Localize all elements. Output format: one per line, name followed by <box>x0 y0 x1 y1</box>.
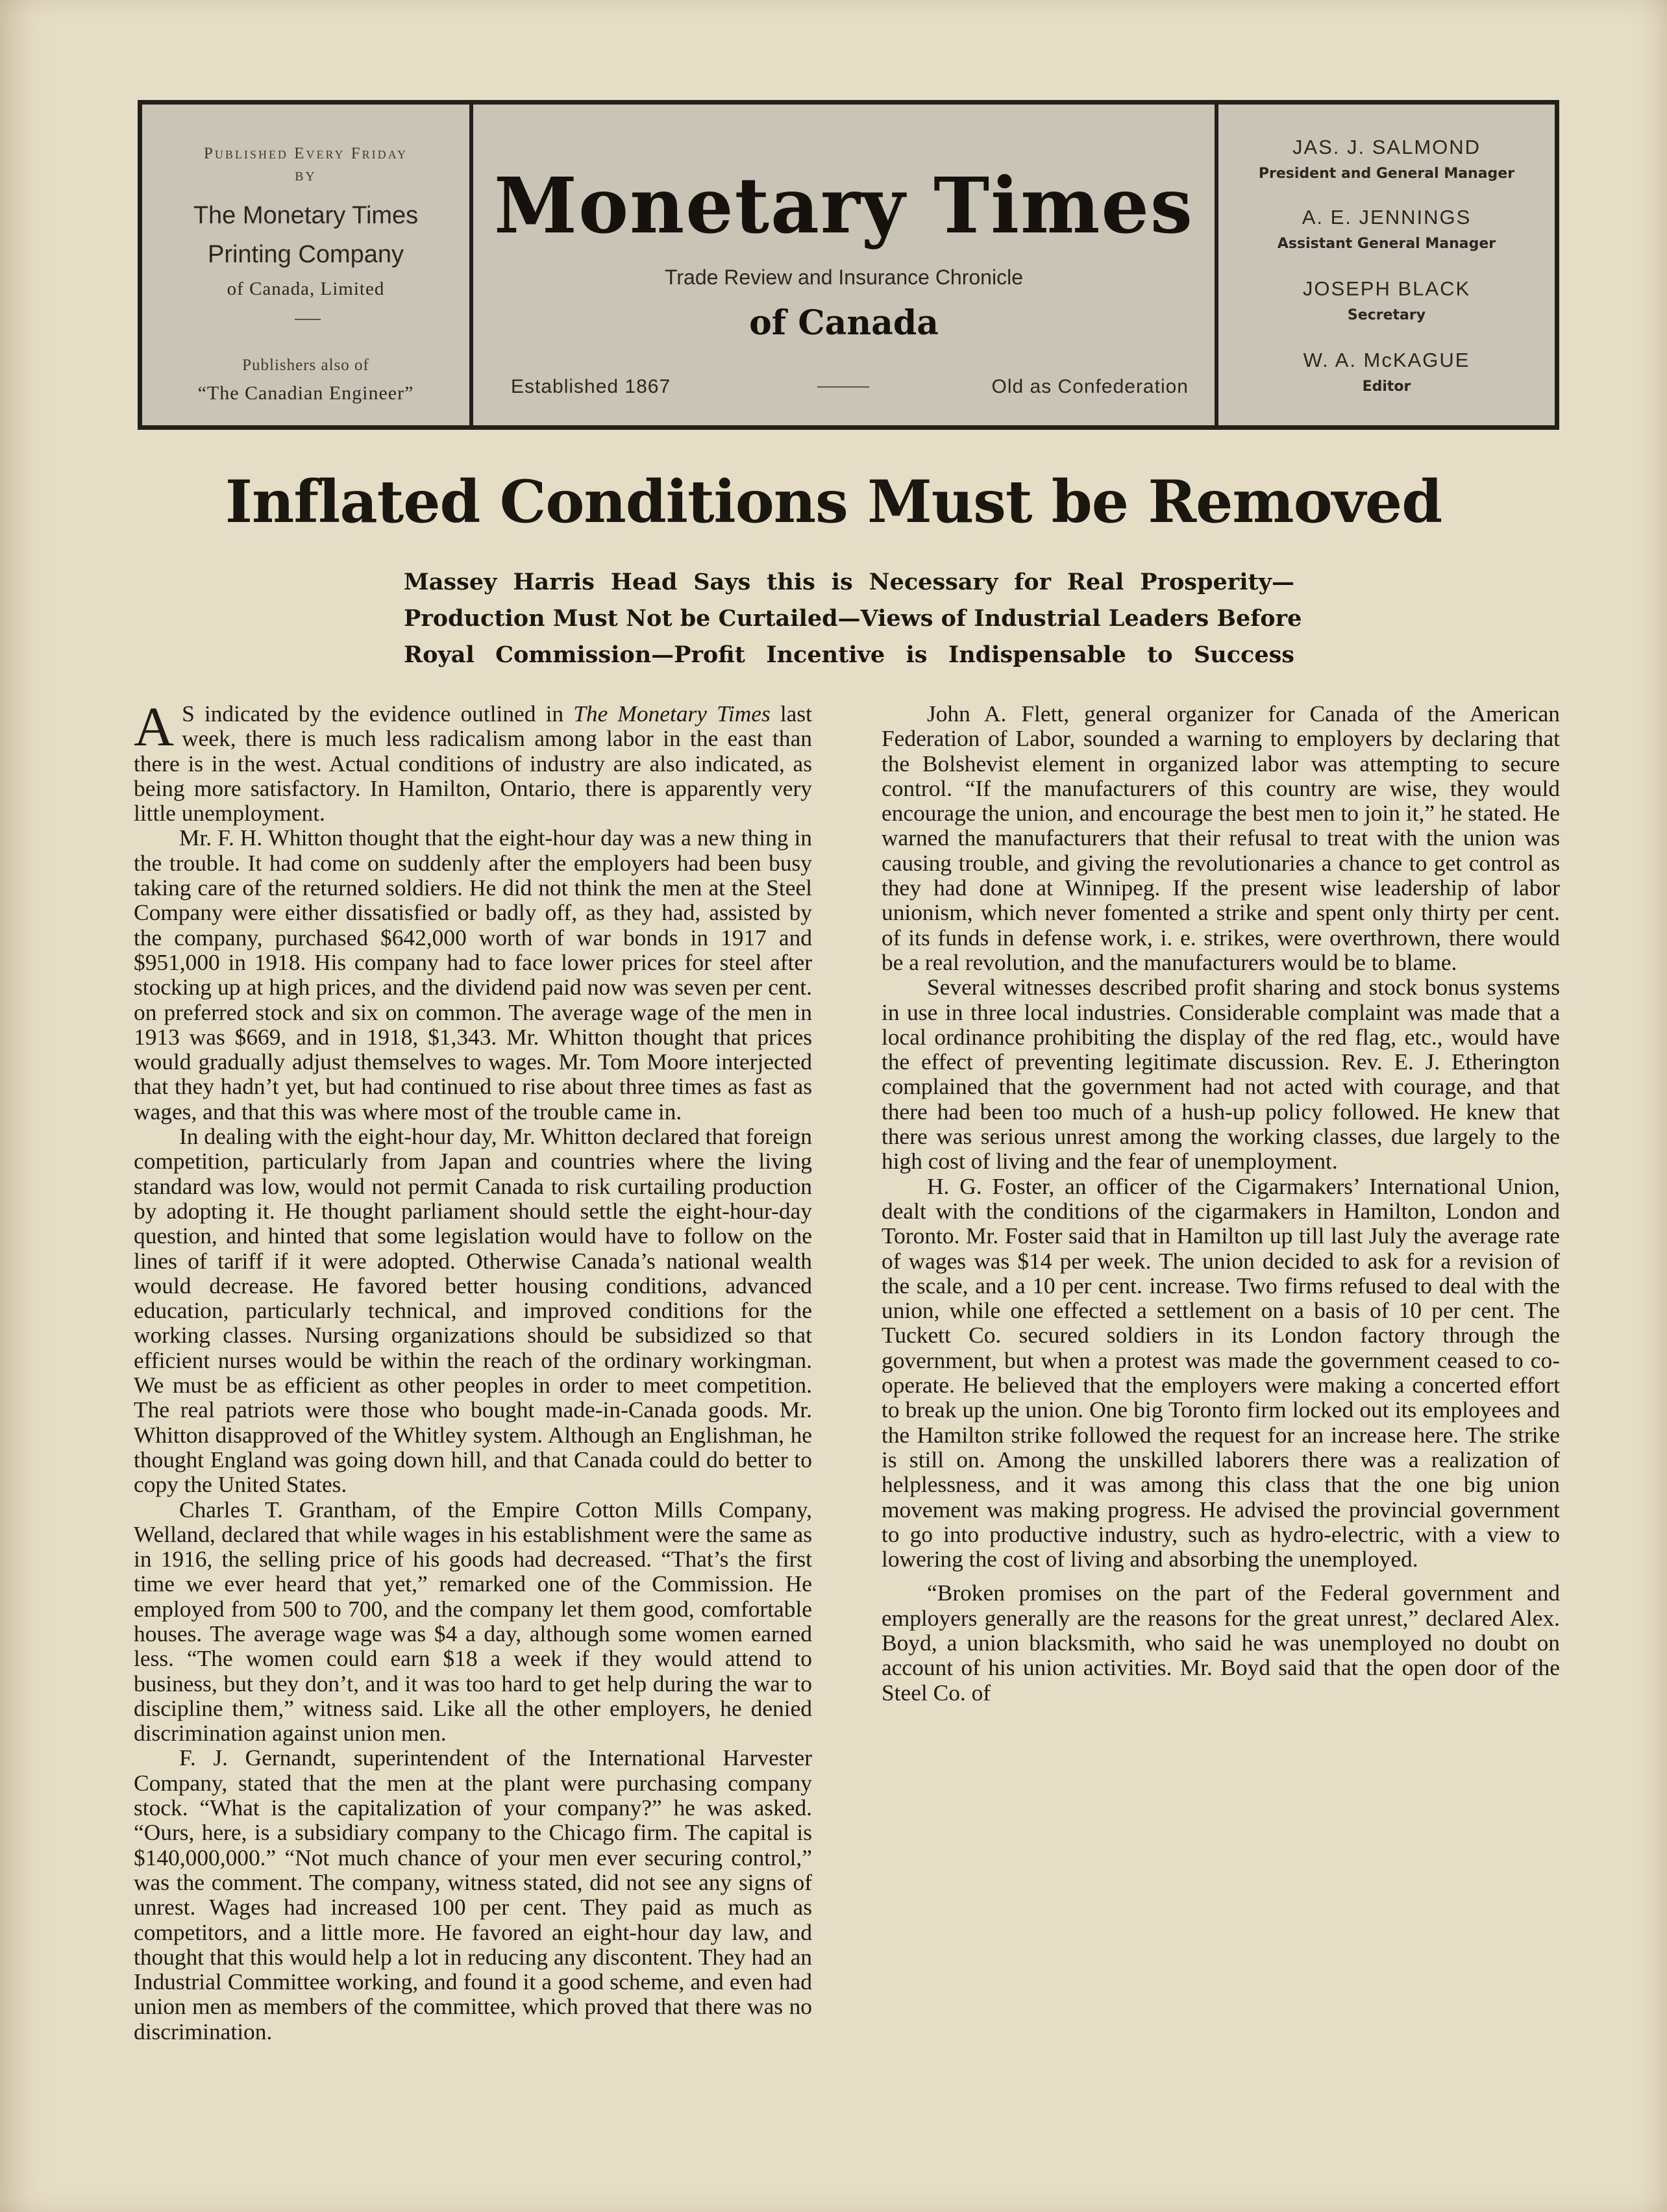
publication-subtitle: Trade Review and Insurance Chronicle <box>665 266 1023 289</box>
masthead <box>138 100 1559 430</box>
article-paragraph: H. G. Foster, an officer of the Cigarmakers’ International Union, dealt with the conditions of the cigarmakers in Hamilton, London and Toronto. Mr. Foster said that in Hamilton up till last July the average rate of wages was $14 per week. The union decided to ask for a revision of the scale, and a 10 per cent. increase. Two firms refused to deal with the union, while one effected a settlement on a basis of 10 per cent. The Tuckett Co. secured soldiers in its London factory through the government, but when a protest was made the government ceased to co-operate. He believed that the employers were making a concerted effort to break up the union. One big Toronto firm locked out its employees and the Hamilton strike followed the request for an increase here. The strike is still on. Among the unskilled laborers there was a realization of helplessness, and it was among this class that the one big union movement was making progress. He advised the provincial government to go into productive industry, such as hydro-electric, with a view to lowering the cost of living and absorbing the unemployed. <box>882 1173 1560 1572</box>
article-paragraph: Several witnesses described profit sharing and stock bonus systems in use in three local industries. Considerable complaint was made that a local ordinance prohibiting the display of the red flag, etc., would have the effect of preventing legitimate discussion. Rev. E. J. Etherington complained that the government had not acted with courage, and that there had been too much of a hush-up policy followed. He knew that there was serious unrest among the working classes, due largely to the high cost of living and the fear of unemployment. <box>882 974 1560 1174</box>
article-paragraph: “Broken promises on the part of the Federal government and employers generally are the reasons for the great unrest,” declared Alex. Boyd, a union blacksmith, who said he was unemployed no doubt on account of his union activities. Mr. Boyd said that the open door of the Steel Co. of <box>882 1580 1560 1706</box>
publishers-also-label: Publishers also of <box>242 356 369 374</box>
publication-reference: The Monetary Times <box>573 701 771 727</box>
article-column-right <box>882 701 1560 1705</box>
officer-name: W. A. McKAGUE <box>1303 349 1470 371</box>
article-subhead-line: Royal Commission—Profit Incentive is Indispensable to Success <box>404 641 1294 668</box>
publication-title: Monetary Times <box>494 160 1194 251</box>
article-subhead-line: Production Must Not be Curtailed—Views of Industrial Leaders Before <box>404 605 1302 632</box>
drop-cap: A <box>134 695 175 758</box>
article-paragraph: Charles T. Grantham, of the Empire Cotton Mills Company, Welland, declared that while wages in his establishment were the same as in 1916, the selling price of his goods had decreased. “That’s the first time we ever heard that yet,” remarked one of the Commission. He employed from 500 to 700, and the company let them good, comfortable houses. The average wage was $4 a day, although some women earned less. “The women could earn $18 a week if they would attend to business, but they don’t, and it was too hard to get help during the war to discipline them,” witness said. Like all the other employers, he denied discrimination against union men. <box>134 1496 812 1746</box>
officer-title: Assistant General Manager <box>1277 236 1496 252</box>
masthead-divider <box>817 386 869 388</box>
canadian-engineer-title: “The Canadian Engineer” <box>197 382 414 404</box>
publisher-name-line1: The Monetary Times <box>193 202 419 229</box>
publisher-name-line3: of Canada, Limited <box>227 279 385 299</box>
masthead-officers-panel <box>1218 105 1555 425</box>
publisher-divider <box>295 319 321 320</box>
paragraph-lead: S indicated by the evidence outlined in <box>182 701 574 727</box>
masthead-publisher-panel <box>142 105 473 425</box>
published-every-friday: Published Every Friday <box>204 145 408 162</box>
publisher-name-line2: Printing Company <box>207 241 404 268</box>
masthead-title-panel <box>473 105 1218 425</box>
article-paragraph: In dealing with the eight-hour day, Mr. Whitton declared that foreign competition, particularly from Japan and countries where the living standard was low, would not permit Canada to risk curtailing production by adopting it. He thought parliament should settle the eight-hour-day question, and hinted that some legislation would have to follow on the lines of tariff if it were adopted. Otherwise Canada’s national wealth would decrease. He favored better housing conditions, advanced education, particularly technical, and improved conditions for the working classes. Nursing organizations should be subsidized so that efficient nurses would be within the reach of the ordinary workingman. We must be as efficient as other peoples in order to meet competition. The real patriots were those who bought made-in-Canada goods. Mr. Whitton disapproved of the Whitley system. Although an Englishman, he thought England was going down hill, and that Canada could do better to copy the United States. <box>134 1123 812 1498</box>
published-by: BY <box>295 169 317 184</box>
officer-title: President and General Manager <box>1258 166 1515 182</box>
article-subhead-line: Massey Harris Head Says this is Necessary for Real Prosperity— <box>404 569 1294 595</box>
officer-title: Editor <box>1362 379 1411 395</box>
old-as-confederation: Old as Confederation <box>991 376 1189 397</box>
article-paragraph: F. J. Gernandt, superintendent of the International Harvester Company, stated that the men at the plant were purchasing company stock. “What is the capitalization of your company?” he was asked. “Ours, here, is a subsidiary company to the Chicago firm. The capital is $140,000,000.” “Not much chance of your men ever securing control,” was the comment. The company, witness stated, did not see any signs of unrest. Wages had increased 100 per cent. They paid as much as competitors, and a little more. He favored an eight-hour day law, and thought that this would help a lot in reducing any discontent. They had an Industrial Committee working, and found it a good scheme, and even had union men as members of the committee, which proved that there was no discrimination. <box>134 1745 812 2044</box>
article-paragraph: John A. Flett, general organizer for Canada of the American Federation of Labor, sounded a warning to employers by declaring that the Bolshevist element in organized labor was attempting to secure control. “If the manufacturers of this country are wise, they would encourage the union, and encourage the best men to join it,” he stated. He warned the manufacturers that their refusal to treat with the union was causing trouble, and giving the revolutionaries a chance to get control as they had done at Winnipeg. If the present wise leadership of labor unionism, which never fomented a strike and spent only thirty per cent. of its funds in defense work, i. e. strikes, were overthrown, there would be a real revolution, and the manufacturers would be to blame. <box>882 701 1560 975</box>
publication-of-canada: of Canada <box>749 303 939 343</box>
article-column-left <box>134 695 812 2044</box>
article-headline: Inflated Conditions Must be Removed <box>225 467 1442 536</box>
officer-name: JAS. J. SALMOND <box>1292 136 1481 158</box>
officer-title: Secretary <box>1347 307 1426 323</box>
officer-name: A. E. JENNINGS <box>1302 206 1472 229</box>
article-paragraph <box>134 695 812 826</box>
officer-name: JOSEPH BLACK <box>1302 277 1471 300</box>
article-paragraph: Mr. F. H. Whitton thought that the eight-hour day was a new thing in the trouble. It had come on suddenly after the employers had been busy taking care of the returned soldiers. He did not think the men at the Steel Company were either dissatisfied or badly off, as they had, assisted by the company, purchased $642,000 worth of war bonds in 1917 and $951,000 in 1918. His company had to face lower prices for steel after stocking up at high prices, and the dividend paid now was seven per cent. on preferred stock and six on common. The average wage of the men in 1913 was $669, and in 1918, $1,343. Mr. Whitton thought that prices would gradually adjust themselves to wages. Mr. Tom Moore interjected that they hadn’t yet, but had continued to rise about three times as fast as wages, and that this was where most of the trouble came in. <box>134 825 812 1125</box>
paragraph-rest: last week, there is much less radicalism among labor in the east than there is in the west. Actual conditions of industry are also indicated, as being more satisfactory. In Hamilton, Ontario, there is apparently very little unemployment. <box>134 701 812 826</box>
established-date: Established 1867 <box>511 376 671 397</box>
